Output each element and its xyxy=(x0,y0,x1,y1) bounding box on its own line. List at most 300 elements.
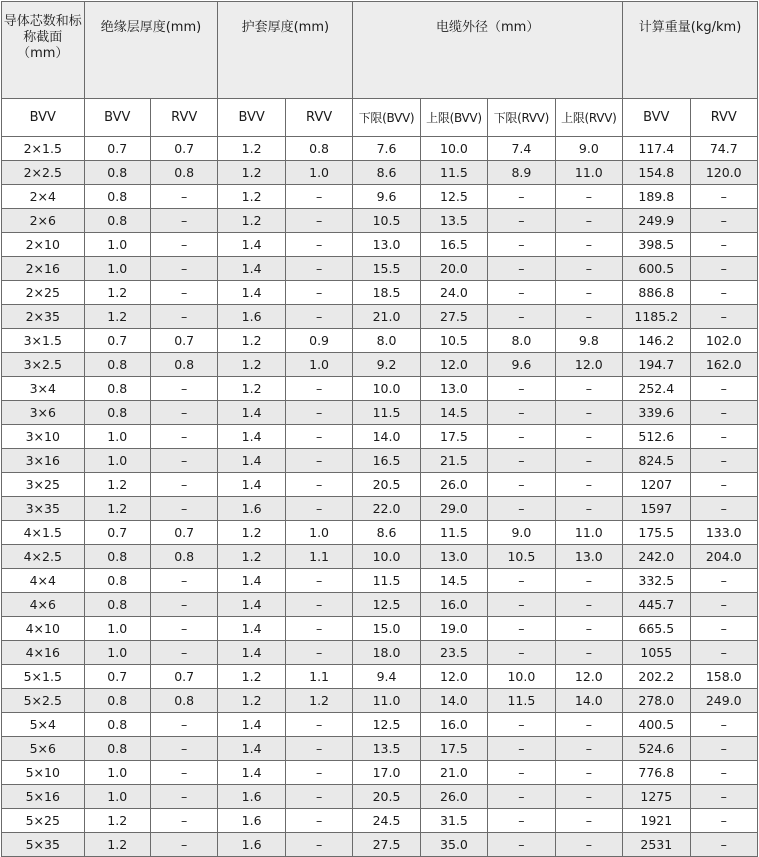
table-cell: 21.5 xyxy=(420,449,487,473)
table-row xyxy=(2,449,758,473)
table-cell: 11.5 xyxy=(488,689,555,713)
table-cell: 15.5 xyxy=(353,257,420,281)
table-cell: – xyxy=(488,497,555,521)
table-cell: 1.4 xyxy=(218,593,285,617)
table-cell: 1.6 xyxy=(218,833,285,857)
table-cell: 1.0 xyxy=(84,233,150,257)
table-cell: 1.1 xyxy=(285,665,352,689)
table-cell: 0.8 xyxy=(84,545,150,569)
table-cell: – xyxy=(488,569,555,593)
table-cell: – xyxy=(555,209,622,233)
table-cell: – xyxy=(555,593,622,617)
table-cell: 1.4 xyxy=(218,281,285,305)
table-cell: – xyxy=(488,281,555,305)
table-cell: 776.8 xyxy=(623,761,690,785)
table-cell: 1.4 xyxy=(218,257,285,281)
table-cell: 332.5 xyxy=(623,569,690,593)
table-cell: 14.5 xyxy=(420,569,487,593)
table-cell: 1.2 xyxy=(218,185,285,209)
conductor-size-cell: 4×6 xyxy=(2,593,85,617)
table-cell: 8.0 xyxy=(353,329,420,353)
table-cell: 0.8 xyxy=(150,353,217,377)
table-cell: – xyxy=(555,305,622,329)
conductor-size-cell: 3×25 xyxy=(2,473,85,497)
table-cell: 17.5 xyxy=(420,425,487,449)
table-cell: 17.5 xyxy=(420,737,487,761)
table-cell: 24.5 xyxy=(353,809,420,833)
table-cell: 21.0 xyxy=(420,761,487,785)
table-cell: – xyxy=(690,305,758,329)
table-cell: 1.2 xyxy=(84,473,150,497)
table-row xyxy=(2,545,758,569)
table-cell: – xyxy=(488,737,555,761)
table-cell: – xyxy=(488,305,555,329)
table-cell: 154.8 xyxy=(623,161,690,185)
table-cell: – xyxy=(285,401,352,425)
table-cell: – xyxy=(150,449,217,473)
table-cell: – xyxy=(150,209,217,233)
table-row xyxy=(2,785,758,809)
table-cell: 1.6 xyxy=(218,497,285,521)
subheader-cell: 上限(BVV) xyxy=(420,99,487,137)
cable-spec-table xyxy=(1,1,758,857)
table-cell: – xyxy=(150,833,217,857)
table-cell: 1.2 xyxy=(218,521,285,545)
conductor-size-cell: 5×6 xyxy=(2,737,85,761)
table-cell: 1.4 xyxy=(218,617,285,641)
table-cell: 12.5 xyxy=(420,185,487,209)
table-cell: – xyxy=(488,713,555,737)
table-cell: – xyxy=(488,593,555,617)
header-sheath-thickness: 护套厚度(mm) xyxy=(218,2,353,99)
table-cell: 0.8 xyxy=(84,209,150,233)
table-cell: 10.5 xyxy=(488,545,555,569)
table-cell: 12.0 xyxy=(420,353,487,377)
table-cell: – xyxy=(285,257,352,281)
table-cell: 339.6 xyxy=(623,401,690,425)
table-cell: – xyxy=(555,641,622,665)
table-cell: 0.8 xyxy=(150,689,217,713)
table-cell: 9.6 xyxy=(488,353,555,377)
table-cell: 10.0 xyxy=(353,545,420,569)
conductor-size-cell: 2×16 xyxy=(2,257,85,281)
table-cell: 1.0 xyxy=(84,641,150,665)
table-cell: – xyxy=(690,497,758,521)
table-cell: 31.5 xyxy=(420,809,487,833)
table-cell: 18.5 xyxy=(353,281,420,305)
table-cell: 102.0 xyxy=(690,329,758,353)
conductor-size-cell: 4×1.5 xyxy=(2,521,85,545)
table-row xyxy=(2,353,758,377)
table-row xyxy=(2,641,758,665)
table-cell: 16.5 xyxy=(420,233,487,257)
table-cell: 14.5 xyxy=(420,401,487,425)
table-cell: – xyxy=(285,425,352,449)
table-row xyxy=(2,761,758,785)
table-row xyxy=(2,737,758,761)
table-cell: 1.2 xyxy=(218,161,285,185)
conductor-size-cell: 4×10 xyxy=(2,617,85,641)
table-row xyxy=(2,425,758,449)
table-cell: 0.8 xyxy=(84,377,150,401)
table-cell: – xyxy=(285,641,352,665)
conductor-size-cell: 5×10 xyxy=(2,761,85,785)
table-cell: 1.4 xyxy=(218,233,285,257)
table-cell: – xyxy=(555,425,622,449)
table-cell: 824.5 xyxy=(623,449,690,473)
conductor-size-cell: 4×2.5 xyxy=(2,545,85,569)
conductor-size-cell: 2×25 xyxy=(2,281,85,305)
conductor-size-cell: 2×10 xyxy=(2,233,85,257)
table-cell: 1.6 xyxy=(218,305,285,329)
table-cell: 12.0 xyxy=(420,665,487,689)
table-cell: – xyxy=(285,473,352,497)
table-cell: 9.8 xyxy=(555,329,622,353)
table-cell: 252.4 xyxy=(623,377,690,401)
table-cell: – xyxy=(150,257,217,281)
table-cell: – xyxy=(285,809,352,833)
table-cell: 17.0 xyxy=(353,761,420,785)
table-cell: 1055 xyxy=(623,641,690,665)
table-cell: – xyxy=(555,281,622,305)
table-cell: – xyxy=(285,209,352,233)
table-cell: – xyxy=(285,569,352,593)
table-cell: 1.0 xyxy=(84,617,150,641)
table-cell: – xyxy=(150,641,217,665)
table-cell: – xyxy=(690,593,758,617)
conductor-size-cell: 2×6 xyxy=(2,209,85,233)
table-cell: – xyxy=(488,833,555,857)
table-cell: 23.5 xyxy=(420,641,487,665)
table-cell: 19.0 xyxy=(420,617,487,641)
header-outer-diameter: 电缆外径（mm） xyxy=(353,2,623,99)
table-cell: – xyxy=(150,233,217,257)
table-cell: 1207 xyxy=(623,473,690,497)
table-cell: 0.7 xyxy=(150,329,217,353)
table-cell: – xyxy=(488,257,555,281)
table-cell: – xyxy=(555,377,622,401)
table-cell: – xyxy=(285,305,352,329)
table-cell: 26.0 xyxy=(420,473,487,497)
table-cell: 13.0 xyxy=(420,545,487,569)
table-cell: – xyxy=(150,737,217,761)
table-cell: 7.4 xyxy=(488,137,555,161)
table-cell: 0.8 xyxy=(84,161,150,185)
table-cell: 0.7 xyxy=(150,665,217,689)
table-cell: 0.7 xyxy=(84,137,150,161)
table-cell: 0.8 xyxy=(84,401,150,425)
table-row xyxy=(2,257,758,281)
table-cell: – xyxy=(555,737,622,761)
table-cell: 0.8 xyxy=(84,353,150,377)
table-cell: 26.0 xyxy=(420,785,487,809)
table-cell: – xyxy=(285,449,352,473)
conductor-size-cell: 5×35 xyxy=(2,833,85,857)
table-cell: – xyxy=(488,401,555,425)
table-row xyxy=(2,833,758,857)
table-cell: 12.0 xyxy=(555,353,622,377)
table-cell: 11.0 xyxy=(555,521,622,545)
conductor-size-cell: 3×35 xyxy=(2,497,85,521)
table-cell: – xyxy=(150,401,217,425)
table-row xyxy=(2,329,758,353)
conductor-size-cell: 5×1.5 xyxy=(2,665,85,689)
table-cell: 242.0 xyxy=(623,545,690,569)
table-cell: 0.7 xyxy=(150,137,217,161)
table-row xyxy=(2,593,758,617)
table-cell: 445.7 xyxy=(623,593,690,617)
table-cell: – xyxy=(150,185,217,209)
table-cell: – xyxy=(285,593,352,617)
table-cell: – xyxy=(555,761,622,785)
conductor-size-cell: 3×2.5 xyxy=(2,353,85,377)
table-row xyxy=(2,377,758,401)
table-cell: 1.2 xyxy=(218,377,285,401)
table-row xyxy=(2,521,758,545)
table-row xyxy=(2,569,758,593)
table-cell: – xyxy=(285,737,352,761)
conductor-size-cell: 5×4 xyxy=(2,713,85,737)
table-cell: 1.4 xyxy=(218,449,285,473)
table-cell: – xyxy=(150,425,217,449)
table-cell: 74.7 xyxy=(690,137,758,161)
table-cell: – xyxy=(555,449,622,473)
table-cell: 13.5 xyxy=(420,209,487,233)
table-cell: 162.0 xyxy=(690,353,758,377)
table-cell: 202.2 xyxy=(623,665,690,689)
table-cell: 886.8 xyxy=(623,281,690,305)
table-cell: – xyxy=(488,473,555,497)
subheader-cell: BVV xyxy=(218,99,285,137)
table-cell: – xyxy=(690,617,758,641)
table-cell: – xyxy=(488,377,555,401)
table-cell: 0.8 xyxy=(150,545,217,569)
subheader-cell: BVV xyxy=(2,99,85,137)
table-cell: – xyxy=(285,185,352,209)
conductor-size-cell: 2×2.5 xyxy=(2,161,85,185)
table-cell: – xyxy=(488,617,555,641)
table-cell: 9.6 xyxy=(353,185,420,209)
table-cell: – xyxy=(690,281,758,305)
table-cell: 0.7 xyxy=(84,521,150,545)
table-cell: – xyxy=(150,281,217,305)
table-cell: 1.2 xyxy=(285,689,352,713)
table-cell: – xyxy=(555,233,622,257)
table-cell: 1.4 xyxy=(218,569,285,593)
table-cell: 8.0 xyxy=(488,329,555,353)
table-cell: – xyxy=(555,713,622,737)
header-insulation-thickness: 绝缘层厚度(mm) xyxy=(84,2,218,99)
table-cell: 1.2 xyxy=(218,137,285,161)
table-cell: 0.8 xyxy=(84,593,150,617)
table-cell: 249.0 xyxy=(690,689,758,713)
table-cell: 1.4 xyxy=(218,425,285,449)
table-cell: 0.8 xyxy=(285,137,352,161)
table-cell: 10.5 xyxy=(420,329,487,353)
table-cell: 1.0 xyxy=(84,449,150,473)
table-cell: 1.0 xyxy=(84,785,150,809)
table-cell: 1.0 xyxy=(285,161,352,185)
table-cell: – xyxy=(690,809,758,833)
table-cell: – xyxy=(150,617,217,641)
table-cell: 15.0 xyxy=(353,617,420,641)
table-cell: – xyxy=(285,377,352,401)
table-cell: 1.6 xyxy=(218,809,285,833)
table-cell: 1275 xyxy=(623,785,690,809)
subheader-cell: RVV xyxy=(285,99,352,137)
table-row xyxy=(2,185,758,209)
table-cell: 13.0 xyxy=(555,545,622,569)
table-cell: – xyxy=(285,785,352,809)
table-cell: 524.6 xyxy=(623,737,690,761)
table-cell: 0.9 xyxy=(285,329,352,353)
table-cell: 189.8 xyxy=(623,185,690,209)
table-cell: 20.0 xyxy=(420,257,487,281)
table-cell: – xyxy=(555,401,622,425)
table-cell: 1921 xyxy=(623,809,690,833)
table-cell: 20.5 xyxy=(353,473,420,497)
table-cell: 1.4 xyxy=(218,737,285,761)
conductor-size-cell: 5×2.5 xyxy=(2,689,85,713)
table-cell: – xyxy=(488,233,555,257)
table-row xyxy=(2,809,758,833)
table-cell: 0.8 xyxy=(84,737,150,761)
table-cell: 14.0 xyxy=(555,689,622,713)
table-cell: – xyxy=(285,713,352,737)
table-row xyxy=(2,665,758,689)
table-cell: – xyxy=(555,497,622,521)
table-cell: 194.7 xyxy=(623,353,690,377)
table-cell: 400.5 xyxy=(623,713,690,737)
table-cell: 1.4 xyxy=(218,473,285,497)
table-cell: 18.0 xyxy=(353,641,420,665)
table-cell: 1.2 xyxy=(218,665,285,689)
table-body xyxy=(2,137,758,857)
table-cell: 12.5 xyxy=(353,713,420,737)
conductor-size-cell: 2×35 xyxy=(2,305,85,329)
table-cell: 278.0 xyxy=(623,689,690,713)
table-cell: – xyxy=(690,473,758,497)
table-cell: – xyxy=(488,185,555,209)
table-cell: – xyxy=(555,569,622,593)
table-cell: 146.2 xyxy=(623,329,690,353)
table-cell: 8.9 xyxy=(488,161,555,185)
table-cell: 11.5 xyxy=(353,401,420,425)
conductor-size-cell: 3×6 xyxy=(2,401,85,425)
subheader-cell: RVV xyxy=(150,99,217,137)
table-cell: 16.5 xyxy=(353,449,420,473)
header-row-groups xyxy=(2,2,758,99)
table-cell: 249.9 xyxy=(623,209,690,233)
table-cell: 10.0 xyxy=(353,377,420,401)
table-cell: 9.2 xyxy=(353,353,420,377)
table-cell: 1597 xyxy=(623,497,690,521)
table-cell: 11.5 xyxy=(420,521,487,545)
table-cell: 133.0 xyxy=(690,521,758,545)
table-cell: 158.0 xyxy=(690,665,758,689)
table-cell: 1.0 xyxy=(285,521,352,545)
table-cell: – xyxy=(150,761,217,785)
table-cell: 1.0 xyxy=(84,761,150,785)
table-cell: 13.5 xyxy=(353,737,420,761)
table-cell: – xyxy=(285,833,352,857)
table-row xyxy=(2,689,758,713)
table-cell: – xyxy=(555,617,622,641)
table-cell: – xyxy=(150,785,217,809)
table-cell: – xyxy=(690,449,758,473)
table-cell: – xyxy=(150,569,217,593)
table-cell: – xyxy=(488,209,555,233)
table-cell: 9.0 xyxy=(488,521,555,545)
table-cell: 1.0 xyxy=(285,353,352,377)
subheader-cell: BVV xyxy=(84,99,150,137)
conductor-size-cell: 5×16 xyxy=(2,785,85,809)
table-cell: 13.0 xyxy=(353,233,420,257)
table-row xyxy=(2,497,758,521)
table-cell: 2531 xyxy=(623,833,690,857)
conductor-size-cell: 4×16 xyxy=(2,641,85,665)
table-cell: 9.4 xyxy=(353,665,420,689)
table-cell: – xyxy=(555,257,622,281)
conductor-size-cell: 3×4 xyxy=(2,377,85,401)
table-cell: – xyxy=(690,569,758,593)
table-cell: 0.8 xyxy=(84,713,150,737)
table-cell: – xyxy=(285,761,352,785)
table-cell: 1.2 xyxy=(84,305,150,329)
table-cell: 7.6 xyxy=(353,137,420,161)
table-cell: – xyxy=(690,641,758,665)
subheader-cell: 下限(RVV) xyxy=(488,99,555,137)
table-cell: 10.0 xyxy=(488,665,555,689)
table-row xyxy=(2,617,758,641)
conductor-size-cell: 4×4 xyxy=(2,569,85,593)
table-cell: 398.5 xyxy=(623,233,690,257)
table-cell: – xyxy=(488,641,555,665)
table-cell: 16.0 xyxy=(420,593,487,617)
table-cell: – xyxy=(488,761,555,785)
table-cell: – xyxy=(150,593,217,617)
table-cell: – xyxy=(150,713,217,737)
table-cell: 0.8 xyxy=(84,689,150,713)
table-cell: – xyxy=(690,425,758,449)
subheader-cell: 上限(RVV) xyxy=(555,99,622,137)
table-cell: 1.2 xyxy=(84,497,150,521)
table-cell: – xyxy=(690,713,758,737)
table-cell: 21.0 xyxy=(353,305,420,329)
table-cell: 16.0 xyxy=(420,713,487,737)
header-row-subcolumns xyxy=(2,99,758,137)
conductor-size-cell: 3×1.5 xyxy=(2,329,85,353)
table-cell: 120.0 xyxy=(690,161,758,185)
table-cell: 175.5 xyxy=(623,521,690,545)
table-cell: – xyxy=(150,809,217,833)
table-cell: 1.2 xyxy=(84,809,150,833)
table-row xyxy=(2,473,758,497)
table-cell: 0.7 xyxy=(150,521,217,545)
table-cell: – xyxy=(690,785,758,809)
table-row xyxy=(2,401,758,425)
table-row xyxy=(2,233,758,257)
table-cell: 1.0 xyxy=(84,425,150,449)
table-cell: 0.8 xyxy=(84,185,150,209)
table-cell: 1.2 xyxy=(218,329,285,353)
table-cell: 8.6 xyxy=(353,161,420,185)
table-cell: – xyxy=(150,377,217,401)
table-row xyxy=(2,161,758,185)
table-cell: 9.0 xyxy=(555,137,622,161)
table-cell: 13.0 xyxy=(420,377,487,401)
table-cell: – xyxy=(285,233,352,257)
